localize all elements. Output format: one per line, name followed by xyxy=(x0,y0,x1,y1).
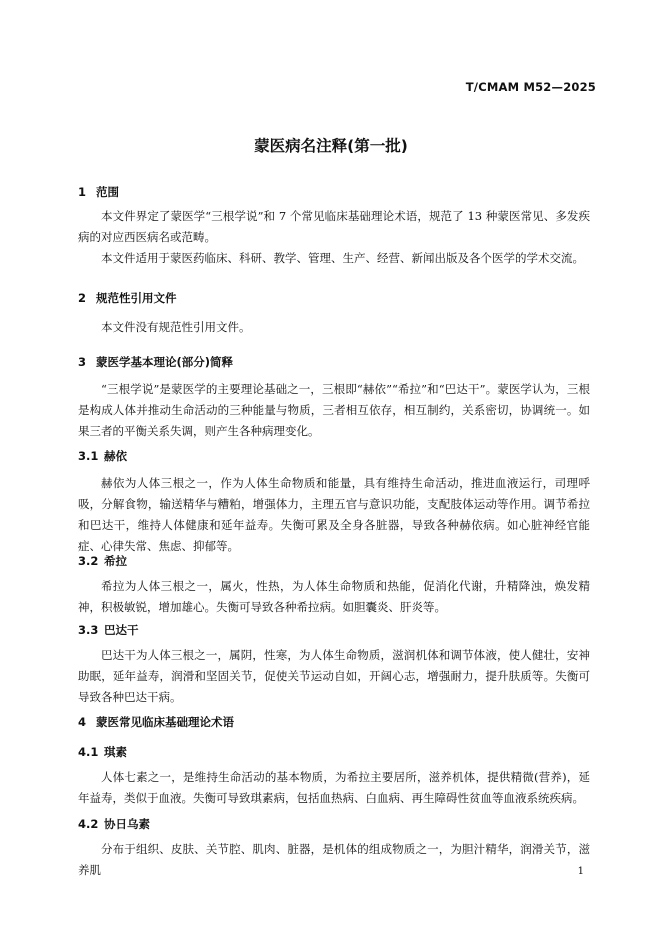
section-number: 2 xyxy=(78,291,87,305)
paragraph: 本文件没有规范性引用文件。 xyxy=(101,320,251,334)
section-title: 希拉 xyxy=(104,554,127,568)
section-title: 范围 xyxy=(96,185,119,199)
section-heading-3 xyxy=(78,354,233,370)
paragraph: “三根学说”是蒙医学的主要理论基础之一，三根即“赫依”“希拉”和“巴达干”。蒙医学认为，三根是构成人体并推动生命活动的三种能量与物质，三者相互依存，相互制约，关系密切，协调统一。如果三者的平衡关系失调，则产生各种病理变化。 xyxy=(78,382,590,438)
section-title: 协日乌素 xyxy=(104,817,150,831)
section-number: 4.1 xyxy=(78,745,99,759)
paragraph: 赫依为人体三根之一，作为人体生命物质和能量，具有维持生命活动，推进血液运行，司理呼吸，分解食物，输送精华与糟粕，增强体力，主理五官与意识功能，支配肢体运动等作用。调节希拉和巴达干，维持人体健康和延年益寿。失衡可累及全身各脏器，导致各种赫依病。如心脏神经官能症、心律失常、焦虑、抑郁等。 xyxy=(78,476,590,553)
paragraph: 巴达干为人体三根之一，属阴，性寒，为人体生命物质，滋润机体和调节体液，使人健壮，安神助眠，延年益寿，润滑和坚固关节，促使关节运动自如，开阔心志，增强耐力，提升肤质等。失衡可导致各种巴达干病。 xyxy=(78,648,590,704)
subsection-heading-4-2 xyxy=(78,816,150,832)
section-title: 琪素 xyxy=(104,745,127,759)
section-title: 规范性引用文件 xyxy=(96,291,177,305)
paragraph: 分布于组织、皮肤、关节腔、肌肉、脏器，是机体的组成物质之一，为胆汁精华，润滑关节，滋养肌 xyxy=(78,842,590,877)
section-title: 蒙医学基本理论(部分)简释 xyxy=(96,355,234,369)
section-number: 3 xyxy=(78,355,87,369)
section-title: 巴达干 xyxy=(104,623,139,637)
section-heading-2 xyxy=(78,290,177,306)
subsection-heading-3-1 xyxy=(78,448,127,464)
section-number: 3.1 xyxy=(78,449,99,463)
page-number: 1 xyxy=(577,866,584,877)
section-number: 4 xyxy=(78,715,87,729)
subsection-heading-3-2 xyxy=(78,553,127,569)
section-number: 1 xyxy=(78,185,87,199)
section-number: 3.2 xyxy=(78,554,99,568)
section-title: 蒙医常见临床基础理论术语 xyxy=(96,715,234,729)
page-title: 蒙医病名注释(第一批) xyxy=(254,137,408,155)
section-title: 赫依 xyxy=(104,449,127,463)
paragraph: 本文件适用于蒙医药临床、科研、教学、管理、生产、经营、新闻出版及各个医学的学术交流。 xyxy=(101,251,584,265)
section-heading-4 xyxy=(78,714,234,730)
section-heading-1 xyxy=(78,184,119,200)
subsection-heading-3-3 xyxy=(78,622,139,638)
paragraph: 人体七素之一，是维持生命活动的基本物质，为希拉主要居所，滋养机体，提供精微(营养)，延年益寿，类似于血液。失衡可导致琪素病，包括血热病、白血病、再生障碍性贫血等血液系统疾病。 xyxy=(78,770,590,805)
subsection-heading-4-1 xyxy=(78,744,127,760)
paragraph: 希拉为人体三根之一，属火，性热，为人体生命物质和热能，促消化代谢，升精降浊，焕发精神，积极敏锐，增加雄心。失衡可导致各种希拉病。如胆囊炎、肝炎等。 xyxy=(78,579,590,614)
paragraph: 本文件界定了蒙医学“三根学说”和 7 个常见临床基础理论术语，规范了 13 种蒙医常见、多发疾病的对应西医病名或范畴。 xyxy=(78,209,590,244)
section-number: 3.3 xyxy=(78,623,99,637)
section-number: 4.2 xyxy=(78,817,99,831)
standard-number: T/CMAM M52—2025 xyxy=(465,80,596,94)
